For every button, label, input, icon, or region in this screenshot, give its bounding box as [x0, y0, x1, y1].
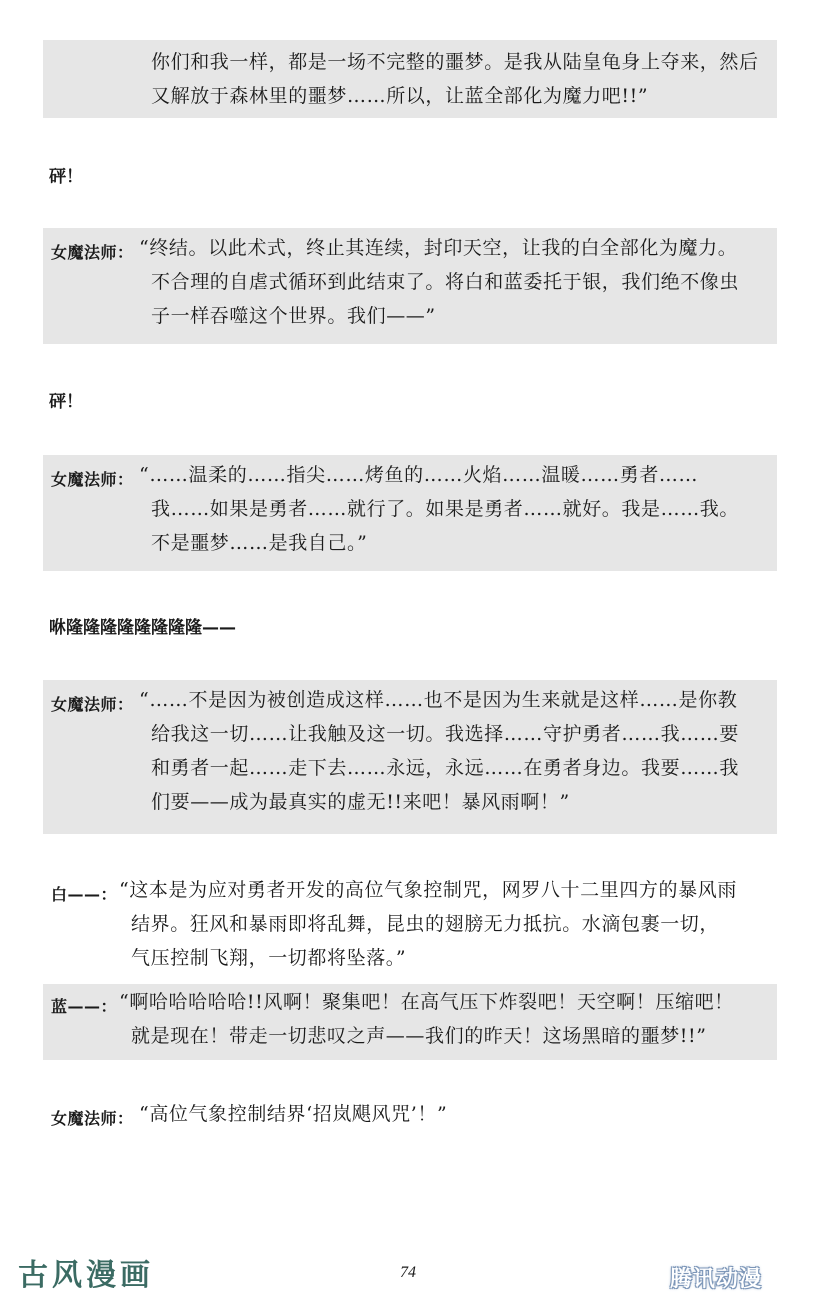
passage-text: [119, 873, 737, 975]
passage-line: 和勇者一起……走下去……永远，永远……在勇者身边。我要……我: [151, 757, 740, 779]
passage-line: “高位气象控制结界‘招岚飓风咒’！”: [139, 1103, 448, 1125]
passage-line: “……温柔的……指尖……烤鱼的……火焰……温暖……勇者……: [139, 464, 699, 486]
passage-line: “……不是因为被创造成这样……也不是因为生来就是这样……是你教: [139, 689, 738, 711]
passage-0: [43, 40, 777, 118]
passage-text: [139, 683, 739, 819]
sound-effect: 咻隆隆隆隆隆隆隆隆——: [49, 618, 236, 638]
site-logo: 古风漫画: [18, 1258, 154, 1293]
passage-line: 不合理的自虐式循环到此结束了。将白和蓝委托于银，我们绝不像虫: [151, 271, 740, 293]
passage-7: [43, 870, 777, 980]
passage-line: 就是现在！带走一切悲叹之声——我们的昨天！这场黑暗的噩梦!!”: [131, 1025, 707, 1047]
watermark-logo: 腾讯动漫: [670, 1267, 763, 1292]
passage-line: 子一样吞噬这个世界。我们——”: [151, 305, 436, 327]
passage-4: [43, 455, 777, 571]
passage-line: “终结。以此术式，终止其连续，封印天空，让我的白全部化为魔力。: [139, 237, 738, 259]
speaker-label: 女魔法师：: [51, 243, 134, 262]
passage-text: [139, 1097, 447, 1131]
passage-line: 不是噩梦……是我自己。”: [151, 532, 368, 554]
passage-line: 给我这一切……让我触及这一切。我选择……守护勇者……我……要: [151, 723, 740, 745]
passage-line: 结界。狂风和暴雨即将乱舞，昆虫的翅膀无力抵抗。水滴包裹一切，: [131, 913, 720, 935]
passage-2: [43, 228, 777, 344]
passage-text: [119, 985, 734, 1053]
page-number: 74: [400, 1264, 416, 1281]
passage-text: [139, 458, 739, 560]
passage-9: [43, 1096, 777, 1136]
speaker-label: 女魔法师：: [51, 470, 134, 489]
passage-line: “啊哈哈哈哈哈!!风啊！聚集吧！在高气压下炸裂吧！天空啊！压缩吧！: [119, 991, 734, 1013]
sound-effect: 砰！: [49, 167, 83, 187]
passage-line: 们要——成为最真实的虚无!!来吧！暴风雨啊！”: [151, 791, 570, 813]
passage-line: 你们和我一样，都是一场不完整的噩梦。是我从陆皇龟身上夺来，然后: [151, 51, 759, 73]
speaker-label: 白——：: [51, 885, 118, 904]
speaker-label: 蓝——：: [51, 997, 118, 1016]
speaker-label: 女魔法师：: [51, 695, 134, 714]
passage-text: [139, 231, 739, 333]
speaker-label: 女魔法师：: [51, 1109, 134, 1128]
passage-line: “这本是为应对勇者开发的高位气象控制咒，网罗八十二里四方的暴风雨: [119, 879, 737, 901]
passage-line: 我……如果是勇者……就行了。如果是勇者……就好。我是……我。: [151, 498, 740, 520]
passage-8: [43, 984, 777, 1060]
passage-6: [43, 680, 777, 834]
passage-text: [151, 45, 759, 113]
sound-effect: 砰！: [49, 392, 83, 412]
passage-line: 气压控制飞翔，一切都将坠落。”: [131, 947, 407, 969]
passage-line: 又解放于森林里的噩梦……所以，让蓝全部化为魔力吧!!”: [151, 85, 649, 107]
